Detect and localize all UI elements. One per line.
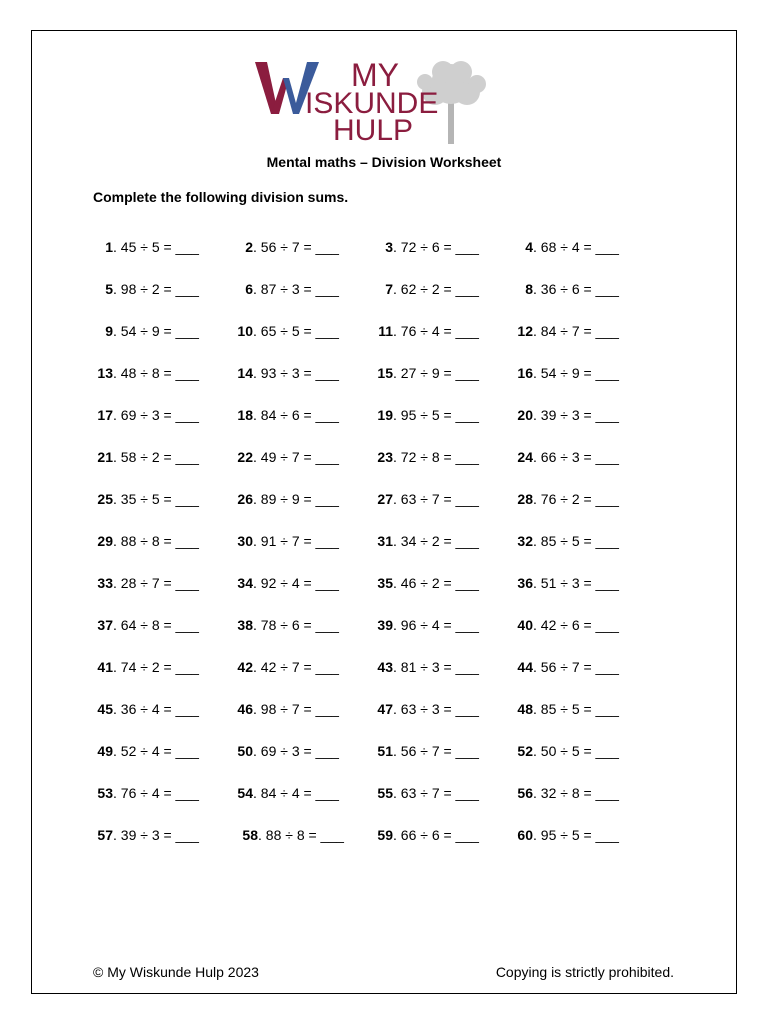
problem-number: 6 — [245, 281, 253, 297]
problem-item — [105, 239, 199, 255]
problem-item — [517, 827, 619, 843]
problem-number: 49 — [97, 743, 113, 759]
problem-number: 39 — [377, 617, 393, 633]
problem-separator: . — [253, 617, 261, 633]
problem-number: 57 — [97, 827, 113, 843]
problem-number: 52 — [517, 743, 533, 759]
problem-separator: . — [113, 827, 121, 843]
problem-separator: . — [113, 491, 121, 507]
problem-expression: 98 ÷ 7 = ___ — [260, 701, 339, 717]
problem-expression: 56 ÷ 7 = ___ — [260, 239, 339, 255]
problem-item — [517, 533, 619, 549]
problem-expression: 69 ÷ 3 = ___ — [260, 743, 339, 759]
problem-item — [385, 239, 479, 255]
problem-separator: . — [533, 701, 541, 717]
problem-number: 18 — [237, 407, 253, 423]
problem-item — [517, 575, 619, 591]
problem-expression: 72 ÷ 8 = ___ — [400, 449, 479, 465]
problem-item — [237, 533, 339, 549]
problem-separator: . — [113, 323, 121, 339]
problem-number: 23 — [377, 449, 393, 465]
problem-separator: . — [393, 785, 401, 801]
problem-number: 8 — [525, 281, 533, 297]
problem-item — [517, 323, 619, 339]
problem-separator: . — [253, 659, 261, 675]
problem-item — [237, 701, 339, 717]
problem-separator: . — [533, 785, 541, 801]
logo-text-iskunde: ISKUNDE — [305, 87, 439, 120]
problem-item — [377, 575, 479, 591]
worksheet-title: Mental maths – Division Worksheet — [266, 154, 502, 170]
problem-separator: . — [393, 323, 401, 339]
problem-number: 31 — [377, 533, 393, 549]
problem-number: 48 — [517, 701, 533, 717]
problem-expression: 76 ÷ 4 = ___ — [120, 785, 199, 801]
problem-separator: . — [113, 533, 121, 549]
problem-number: 46 — [237, 701, 253, 717]
problem-item — [517, 785, 619, 801]
problem-expression: 78 ÷ 6 = ___ — [260, 617, 339, 633]
problem-item — [237, 575, 339, 591]
problem-expression: 27 ÷ 9 = ___ — [400, 365, 479, 381]
problem-item — [377, 743, 479, 759]
logo-text-hulp: HULP — [333, 114, 414, 146]
problem-item — [517, 659, 619, 675]
problem-number: 25 — [97, 491, 113, 507]
problem-expression: 95 ÷ 5 = ___ — [540, 827, 619, 843]
problem-expression: 89 ÷ 9 = ___ — [260, 491, 339, 507]
problem-item — [237, 449, 339, 465]
problem-separator: . — [113, 365, 121, 381]
problem-separator: . — [113, 407, 121, 423]
problem-number: 13 — [97, 365, 113, 381]
problem-number: 43 — [377, 659, 393, 675]
problem-expression: 76 ÷ 2 = ___ — [540, 491, 619, 507]
problem-expression: 54 ÷ 9 = ___ — [120, 323, 199, 339]
problem-number: 32 — [517, 533, 533, 549]
problem-number: 33 — [97, 575, 113, 591]
problem-separator: . — [533, 407, 541, 423]
problem-item — [377, 701, 479, 717]
problem-item — [377, 785, 479, 801]
problem-separator: . — [253, 239, 261, 255]
problem-separator: . — [533, 743, 541, 759]
problem-number: 21 — [97, 449, 113, 465]
problem-number: 17 — [97, 407, 113, 423]
problem-separator: . — [113, 617, 121, 633]
problem-expression: 81 ÷ 3 = ___ — [400, 659, 479, 675]
problem-number: 50 — [237, 743, 253, 759]
problem-item — [517, 491, 619, 507]
problem-separator: . — [258, 827, 266, 843]
problem-expression: 49 ÷ 7 = ___ — [260, 449, 339, 465]
problem-expression: 69 ÷ 3 = ___ — [120, 407, 199, 423]
problem-expression: 96 ÷ 4 = ___ — [400, 617, 479, 633]
problem-expression: 48 ÷ 8 = ___ — [120, 365, 199, 381]
problem-number: 40 — [517, 617, 533, 633]
problem-expression: 36 ÷ 4 = ___ — [120, 701, 199, 717]
problem-item — [237, 743, 339, 759]
problem-number: 1 — [105, 239, 113, 255]
problem-expression: 45 ÷ 5 = ___ — [120, 239, 199, 255]
problem-number: 53 — [97, 785, 113, 801]
problem-number: 54 — [237, 785, 253, 801]
problem-item — [97, 533, 199, 549]
problem-separator: . — [253, 449, 261, 465]
problem-number: 20 — [517, 407, 533, 423]
problem-expression: 98 ÷ 2 = ___ — [120, 281, 199, 297]
problem-separator: . — [533, 533, 541, 549]
problem-number: 30 — [237, 533, 253, 549]
problem-expression: 35 ÷ 5 = ___ — [120, 491, 199, 507]
problem-item — [245, 239, 339, 255]
problem-separator: . — [393, 617, 401, 633]
problem-separator: . — [393, 659, 401, 675]
problem-item — [517, 743, 619, 759]
problem-number: 16 — [517, 365, 533, 381]
footer-notice: Copying is strictly prohibited. — [495, 964, 674, 980]
problem-expression: 28 ÷ 7 = ___ — [120, 575, 199, 591]
problem-separator: . — [113, 785, 121, 801]
problem-expression: 92 ÷ 4 = ___ — [260, 575, 339, 591]
footer-copyright: © My Wiskunde Hulp 2023 — [93, 964, 259, 980]
problem-expression: 95 ÷ 5 = ___ — [400, 407, 479, 423]
problem-expression: 46 ÷ 2 = ___ — [400, 575, 479, 591]
problem-number: 56 — [517, 785, 533, 801]
problem-separator: . — [253, 491, 261, 507]
problem-number: 22 — [237, 449, 253, 465]
problem-item — [97, 743, 199, 759]
problem-item — [97, 365, 199, 381]
problem-separator: . — [253, 533, 261, 549]
problem-item — [97, 617, 199, 633]
problem-separator: . — [253, 281, 261, 297]
problem-expression: 66 ÷ 6 = ___ — [400, 827, 479, 843]
problem-item — [377, 449, 479, 465]
problem-item — [105, 323, 199, 339]
problem-expression: 68 ÷ 4 = ___ — [540, 239, 619, 255]
problem-separator: . — [113, 743, 121, 759]
problem-number: 59 — [377, 827, 393, 843]
problem-separator: . — [533, 281, 541, 297]
problem-item — [517, 617, 619, 633]
problem-number: 28 — [517, 491, 533, 507]
problem-number: 38 — [237, 617, 253, 633]
problem-item — [242, 827, 344, 843]
problem-number: 4 — [525, 239, 533, 255]
problem-item — [525, 239, 619, 255]
problem-item — [517, 407, 619, 423]
problem-item — [377, 407, 479, 423]
problem-separator: . — [113, 449, 121, 465]
problem-item — [97, 449, 199, 465]
problem-expression: 32 ÷ 8 = ___ — [540, 785, 619, 801]
problem-expression: 64 ÷ 8 = ___ — [120, 617, 199, 633]
problem-expression: 42 ÷ 6 = ___ — [540, 617, 619, 633]
problem-item — [105, 281, 199, 297]
problem-item — [517, 449, 619, 465]
problem-number: 41 — [97, 659, 113, 675]
problem-item — [377, 827, 479, 843]
problem-separator: . — [533, 617, 541, 633]
problem-separator: . — [253, 743, 261, 759]
problem-number: 58 — [242, 827, 258, 843]
problem-expression: 58 ÷ 2 = ___ — [120, 449, 199, 465]
problem-expression: 84 ÷ 7 = ___ — [540, 323, 619, 339]
problem-item — [517, 701, 619, 717]
problem-separator: . — [533, 323, 541, 339]
problem-separator: . — [113, 701, 121, 717]
problem-separator: . — [393, 239, 401, 255]
problem-item — [237, 659, 339, 675]
problem-expression: 51 ÷ 3 = ___ — [540, 575, 619, 591]
problem-expression: 39 ÷ 3 = ___ — [540, 407, 619, 423]
problem-separator: . — [113, 239, 121, 255]
problem-separator: . — [533, 575, 541, 591]
problem-separator: . — [533, 659, 541, 675]
problem-number: 10 — [237, 323, 253, 339]
problem-separator: . — [393, 491, 401, 507]
problem-item — [237, 785, 339, 801]
problem-item — [385, 281, 479, 297]
problem-expression: 76 ÷ 4 = ___ — [400, 323, 479, 339]
problem-separator: . — [393, 281, 401, 297]
problem-item — [245, 281, 339, 297]
problem-item — [377, 533, 479, 549]
problem-item — [97, 491, 199, 507]
problem-item — [97, 785, 199, 801]
problem-separator: . — [393, 365, 401, 381]
problem-number: 36 — [517, 575, 533, 591]
problem-separator: . — [533, 491, 541, 507]
problem-expression: 88 ÷ 8 = ___ — [265, 827, 344, 843]
problem-item — [237, 617, 339, 633]
problem-expression: 63 ÷ 7 = ___ — [400, 785, 479, 801]
problem-separator: . — [533, 827, 541, 843]
problem-expression: 93 ÷ 3 = ___ — [260, 365, 339, 381]
problem-number: 7 — [385, 281, 393, 297]
problem-expression: 34 ÷ 2 = ___ — [400, 533, 479, 549]
problem-expression: 85 ÷ 5 = ___ — [540, 533, 619, 549]
problem-number: 51 — [377, 743, 393, 759]
problem-separator: . — [113, 659, 121, 675]
problem-expression: 72 ÷ 6 = ___ — [400, 239, 479, 255]
problem-number: 29 — [97, 533, 113, 549]
problem-number: 55 — [377, 785, 393, 801]
problem-expression: 85 ÷ 5 = ___ — [540, 701, 619, 717]
problem-number: 37 — [97, 617, 113, 633]
problem-separator: . — [393, 533, 401, 549]
problem-separator: . — [253, 365, 261, 381]
problem-expression: 54 ÷ 9 = ___ — [540, 365, 619, 381]
problem-number: 11 — [378, 323, 393, 339]
problem-number: 19 — [377, 407, 393, 423]
problem-number: 34 — [237, 575, 253, 591]
problem-expression: 50 ÷ 5 = ___ — [540, 743, 619, 759]
problem-number: 47 — [377, 701, 393, 717]
instruction-text: Complete the following division sums. — [93, 189, 349, 205]
problem-number: 27 — [377, 491, 393, 507]
problem-separator: . — [533, 365, 541, 381]
problem-number: 26 — [237, 491, 253, 507]
problem-item — [377, 365, 479, 381]
problem-expression: 65 ÷ 5 = ___ — [260, 323, 339, 339]
problem-item — [377, 491, 479, 507]
problem-item — [525, 281, 619, 297]
problem-item — [517, 365, 619, 381]
problem-expression: 88 ÷ 8 = ___ — [120, 533, 199, 549]
problem-expression: 91 ÷ 7 = ___ — [260, 533, 339, 549]
problem-item — [97, 407, 199, 423]
problem-number: 45 — [97, 701, 113, 717]
problem-item — [237, 323, 339, 339]
problem-item — [237, 407, 339, 423]
problem-expression: 87 ÷ 3 = ___ — [260, 281, 339, 297]
problem-number: 42 — [237, 659, 253, 675]
problem-separator: . — [113, 575, 121, 591]
problem-separator: . — [393, 575, 401, 591]
problem-number: 5 — [105, 281, 113, 297]
problem-expression: 42 ÷ 7 = ___ — [260, 659, 339, 675]
problem-expression: 52 ÷ 4 = ___ — [120, 743, 199, 759]
problem-item — [378, 323, 479, 339]
problem-number: 60 — [517, 827, 533, 843]
problem-separator: . — [393, 743, 401, 759]
problem-separator: . — [253, 323, 261, 339]
logo-text-my: MY — [351, 57, 399, 93]
problem-separator: . — [253, 785, 261, 801]
problem-item — [97, 827, 199, 843]
problem-expression: 56 ÷ 7 = ___ — [400, 743, 479, 759]
problem-number: 9 — [105, 323, 113, 339]
problem-number: 44 — [517, 659, 533, 675]
problem-number: 2 — [245, 239, 253, 255]
problem-expression: 56 ÷ 7 = ___ — [540, 659, 619, 675]
problem-expression: 84 ÷ 6 = ___ — [260, 407, 339, 423]
problem-number: 24 — [517, 449, 533, 465]
problem-separator: . — [533, 449, 541, 465]
problem-separator: . — [393, 827, 401, 843]
problem-separator: . — [393, 407, 401, 423]
problem-number: 14 — [237, 365, 253, 381]
problem-separator: . — [253, 575, 261, 591]
problem-expression: 63 ÷ 3 = ___ — [400, 701, 479, 717]
problem-separator: . — [393, 701, 401, 717]
problem-expression: 63 ÷ 7 = ___ — [400, 491, 479, 507]
problem-expression: 84 ÷ 4 = ___ — [260, 785, 339, 801]
problem-number: 15 — [377, 365, 393, 381]
problem-expression: 39 ÷ 3 = ___ — [120, 827, 199, 843]
problem-expression: 66 ÷ 3 = ___ — [540, 449, 619, 465]
problem-number: 35 — [377, 575, 393, 591]
problem-expression: 62 ÷ 2 = ___ — [400, 281, 479, 297]
problem-separator: . — [113, 281, 121, 297]
problem-separator: . — [253, 701, 261, 717]
problem-separator: . — [393, 449, 401, 465]
problem-item — [237, 365, 339, 381]
problem-expression: 74 ÷ 2 = ___ — [120, 659, 199, 675]
problem-number: 12 — [517, 323, 533, 339]
problem-item — [97, 701, 199, 717]
problem-item — [97, 575, 199, 591]
problem-separator: . — [533, 239, 541, 255]
problem-item — [237, 491, 339, 507]
problem-separator: . — [253, 407, 261, 423]
problem-item — [97, 659, 199, 675]
problem-number: 3 — [385, 239, 393, 255]
problem-expression: 36 ÷ 6 = ___ — [540, 281, 619, 297]
problem-item — [377, 659, 479, 675]
problem-item — [377, 617, 479, 633]
